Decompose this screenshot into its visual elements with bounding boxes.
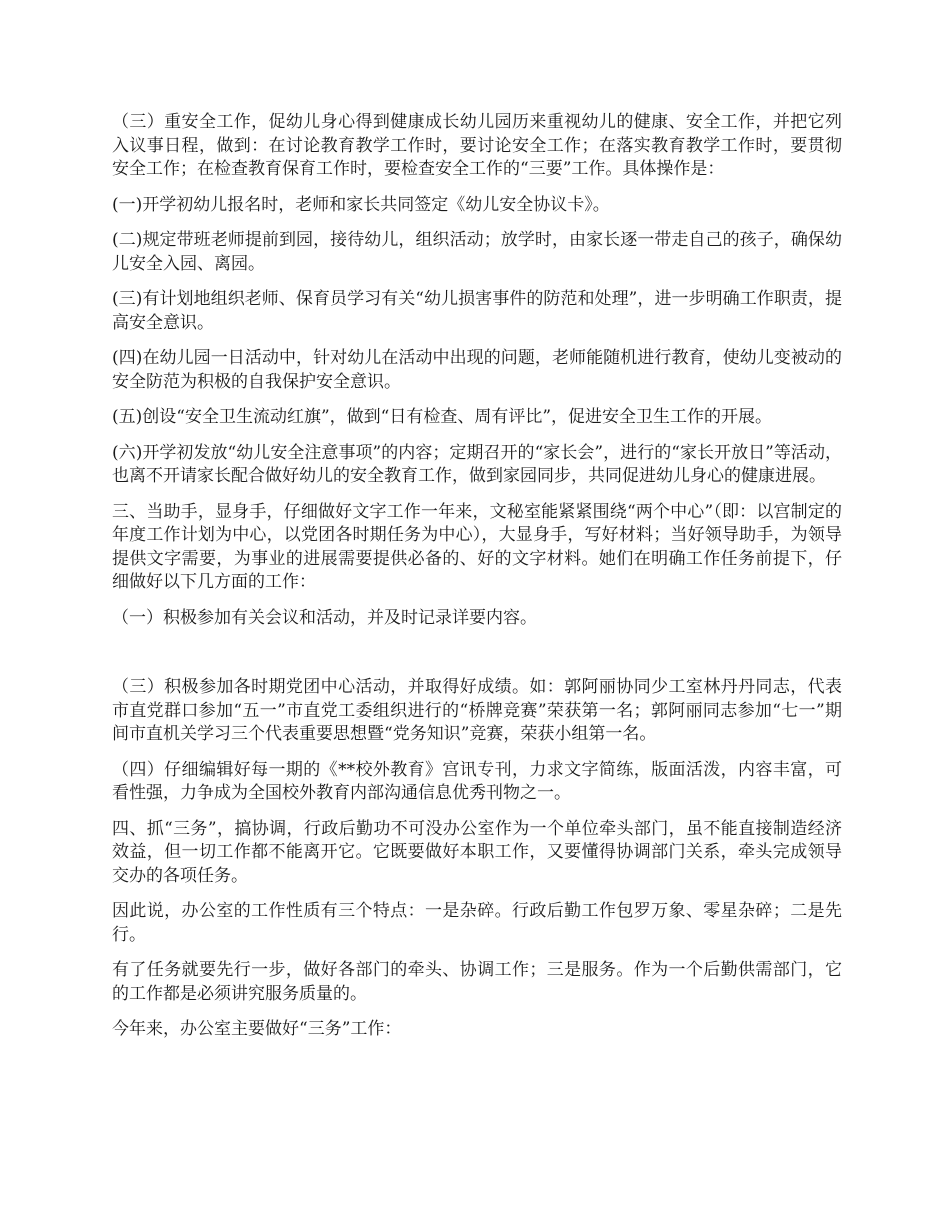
- paragraph-safety-intro: （三）重安全工作，促幼儿身心得到健康成长幼儿园历来重视幼儿的健康、安全工作，并把它列入议事日程，做到：在讨论教育教学工作时，要讨论安全工作；在落实教育教学工作时，要贯彻安全工作；在检查教育保育工作时，要检查安全工作的“三要”工作。具体操作是：: [112, 112, 842, 179]
- paragraph-item-5: (五)创设“安全卫生流动红旗”，做到“日有检查、周有评比”，促进安全卫生工作的开展。: [112, 407, 773, 427]
- paragraph-office-traits: 因此说，办公室的工作性质有三个特点：一是杂碎。行政后勤工作包罗万象、零星杂碎；二是先行。: [112, 901, 842, 945]
- paragraph-item-4: (四)在幼儿园一日活动中，针对幼儿在活动中出现的问题，老师能随机进行教育，使幼儿变被动的安全防范为积极的自我保护安全意识。: [112, 348, 842, 392]
- paragraph-item-2: (二)规定带班老师提前到园，接待幼儿，组织活动；放学时，由家长逐一带走自己的孩子，确保幼儿安全入园、离园。: [112, 230, 842, 274]
- blank-gap: [112, 642, 842, 676]
- paragraph-item-6: (六)开学初发放“幼儿安全注意事项”的内容；定期召开的“家长会”，进行的“家长开放日”等活动，也离不开请家长配合做好幼儿的安全教育工作，做到家园同步，共同促进幼儿身心的健康进展。: [112, 442, 842, 486]
- paragraph-item-1: (一)开学初幼儿报名时，老师和家长共同签定《幼儿安全协议卡》。: [112, 194, 610, 215]
- paragraph-section-three-item-3: （三）积极参加各时期党团中心活动，并取得好成绩。如：郭阿丽协同少工室林丹丹同志，代表市直党群口参加“五一”市直党工委组织进行的“桥牌竞赛”荣获第一名；郭阿丽同志参加“七一”期间市直机关学习三个代表重要思想暨“党务知识”竞赛，荣获小组第一名。: [112, 677, 842, 744]
- paragraph-office-service: 有了任务就要先行一步，做好各部门的牵头、协调工作；三是服务。作为一个后勤供需部门，它的工作都是必须讲究服务质量的。: [112, 960, 842, 1004]
- paragraph-section-three-item-4: （四）仔细编辑好每一期的《**校外教育》宫讯专刊，力求文字简练，版面活泼，内容丰富，可看性强，力争成为全国校外教育内部沟通信息优秀刊物之一。: [112, 759, 842, 803]
- document-page: [112, 111, 842, 1054]
- paragraph-section-four: 四、抓“三务”，搞协调，行政后勤功不可没办公室作为一个单位牵头部门，虽不能直接制造经济效益，但一切工作都不能离开它。它既要做好本职工作，又要懂得协调部门关系，牵头完成领导交办的各项任务。: [112, 818, 842, 886]
- paragraph-section-three-item-1: （一）积极参加有关会议和活动，并及时记录详要内容。: [112, 607, 537, 628]
- paragraph-office-summary: 今年来，办公室主要做好“三务”工作：: [112, 1019, 402, 1039]
- paragraph-section-three: 三、当助手，显身手，仔细做好文字工作一年来，文秘室能紧紧围绕“两个中心”（即：以宫制定的年度工作计划为中心，以党团各时期任务为中心），大显身手，写好材料；当好领导助手，为领导提供文字需要，为事业的进展需要提供必备的、好的文字材料。她们在明确工作任务前提下，仔细做好以下几方面的工作：: [112, 501, 842, 592]
- paragraph-item-3: (三)有计划地组织老师、保育员学习有关“幼儿损害事件的防范和处理”，进一步明确工作职责，提高安全意识。: [112, 289, 842, 333]
